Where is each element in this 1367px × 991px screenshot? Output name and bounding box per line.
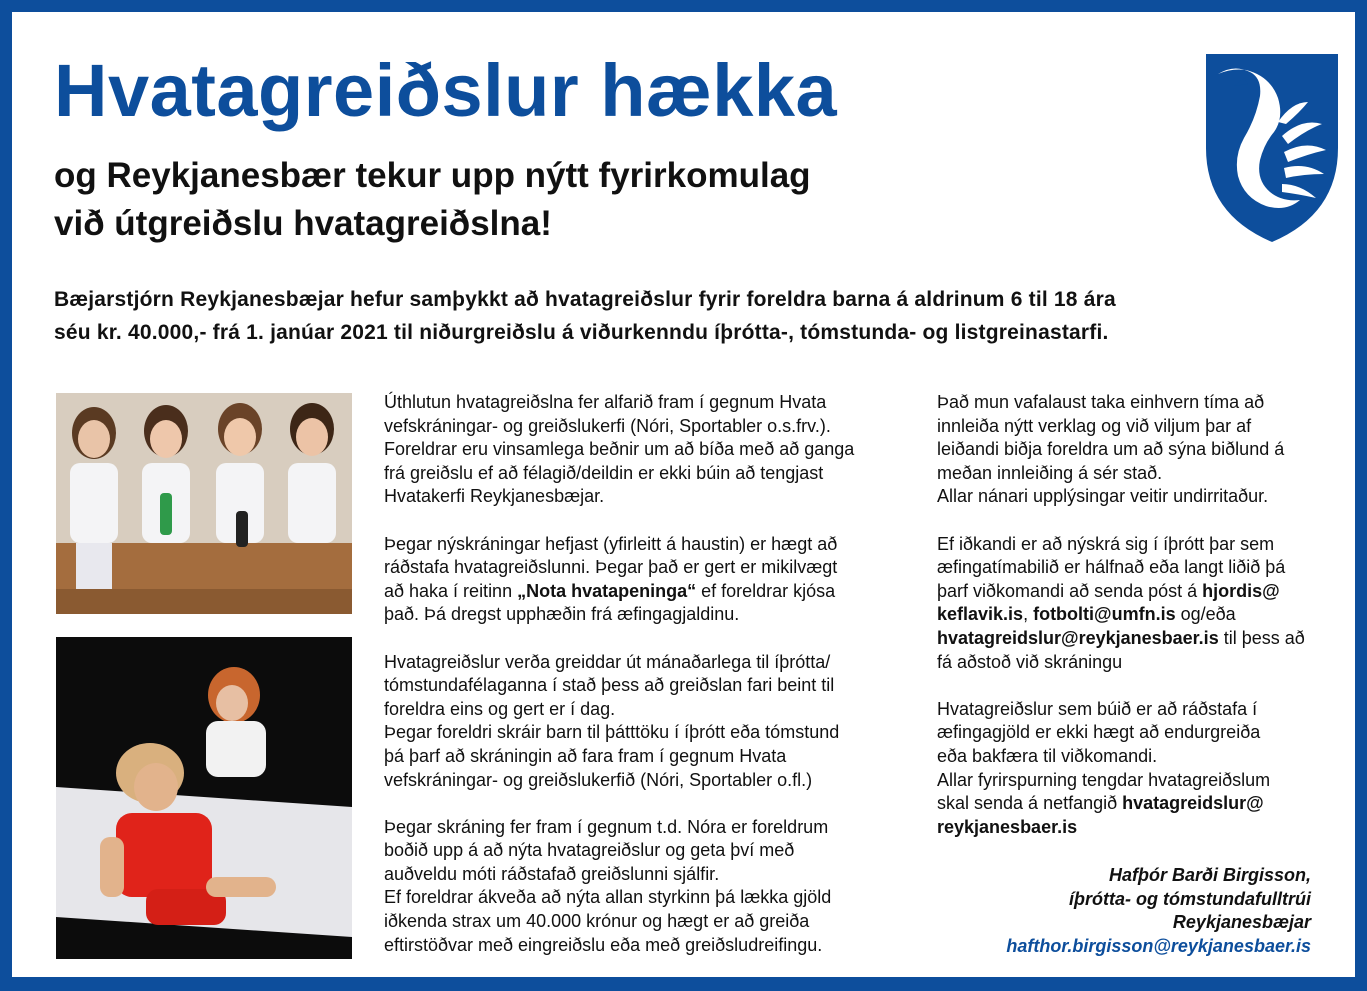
intro-paragraph (54, 283, 1339, 349)
text-line: Ef iðkandi er að nýskrá sig í íþrótt þar sem (937, 533, 1275, 554)
text-line: æfingagjöld er ekki hægt að endurgreiða (937, 722, 1261, 743)
middle-paragraph-3 (384, 651, 854, 793)
text-separator: , (1023, 604, 1034, 625)
reykjanesbaer-crest-icon (1204, 52, 1340, 244)
page-title: Hvatagreiðslur hækka (54, 49, 838, 132)
email-hjordis: hjordis@ (1202, 580, 1280, 601)
text-line: Hvatagreiðslur sem búið er að ráðstafa í (937, 698, 1258, 719)
text-line: innleiða nýtt verklag og við viljum þar af (937, 415, 1252, 436)
email-hvatagreidslur: hvatagreidslur@reykjanesbaer.is (937, 627, 1219, 648)
text-line: Þegar skráning fer fram í gegnum t.d. Nóra er foreldrum (384, 816, 829, 837)
basketball-girls-photo (56, 393, 352, 614)
subtitle-line-1: og Reykjanesbær tekur upp nýtt fyrirkomulag (54, 156, 811, 195)
text-line: Þegar nýskráningar hefjast (yfirleitt á haustin) er hægt að (384, 533, 838, 554)
middle-paragraph-4 (384, 816, 854, 958)
text-line: æfingatímabilið er hálfnað eða langt liðið þá (937, 557, 1286, 578)
text-line: auðveldu móti ráðstafað greiðslunni sjálfir. (384, 863, 720, 884)
text-line: tómstundafélaganna í stað þess að greiðslan fari beint til (384, 675, 835, 696)
text-line: þarf viðkomandi að senda póst á (937, 580, 1203, 601)
text-line: vefskráningar- og greiðslukerfið (Nóri, Sportabler o.fl.) (384, 769, 813, 790)
text-line: foreldra eins og gert er í dag. (384, 698, 616, 719)
text-line: leiðandi biðja foreldra um að sýna biðlund á (937, 439, 1285, 460)
signature-email-link[interactable]: hafthor.birgisson@reykjanesbaer.is (1006, 935, 1311, 956)
text-line: boðið upp á að nýta hvatagreiðslur og geta því með (384, 840, 795, 861)
text-line: og/eða (1175, 604, 1236, 625)
text-line: Þegar foreldri skráir barn til þátttöku í íþrótt eða tómstund (384, 722, 840, 743)
signature-block (1006, 864, 1311, 958)
text-line: það. Þá dregst upphæðin frá æfingagjaldinu. (384, 604, 740, 625)
text-column-middle (384, 391, 854, 981)
text-line: Ef foreldrar ákveða að nýta allan styrkinn þá lækka gjöld (384, 887, 832, 908)
text-line: eða bakfæra til viðkomandi. (937, 745, 1158, 766)
text-line: Hvatagreiðslur verða greiddar út mánaðarlega til íþrótta/ (384, 651, 831, 672)
right-paragraph-2 (937, 533, 1305, 675)
text-line: til þess að (1218, 627, 1305, 648)
email-hvatagreidslur-2-domain: reykjanesbaer.is (937, 816, 1078, 837)
signature-role: íþrótta- og tómstundafulltrúi (1069, 888, 1311, 909)
subtitle-line-2: við útgreiðslu hvatagreiðslna! (54, 204, 552, 244)
text-line: eftirstöðvar með eingreiðslu eða með greiðsludreifingu. (384, 934, 823, 955)
text-line: meðan innleiðing á sér stað. (937, 462, 1163, 483)
intro-line-1: Bæjarstjórn Reykjanesbæjar hefur samþykkt að hvatagreiðslur fyrir foreldra barna á aldrinum 6 til 18 ára (54, 288, 1116, 311)
text-line: ráðstafa hvatagreiðslunni. Þegar það er gert er mikilvægt (384, 557, 838, 578)
page-subtitle (54, 152, 811, 249)
text-line: Það mun vafalaust taka einhvern tíma að (937, 392, 1265, 412)
text-line: Allar nánari upplýsingar veitir undirritaður. (937, 486, 1269, 507)
checkbox-label-bold: „Nota hvatapeninga“ (517, 580, 697, 601)
text-line: frá greiðslu ef að félagið/deildin er ekki búin að tengjast (384, 462, 824, 483)
email-hjordis-domain: keflavik.is (937, 604, 1024, 625)
middle-paragraph-2 (384, 533, 854, 627)
signature-name: Hafþór Barði Birgisson, (1108, 865, 1311, 885)
right-paragraph-1 (937, 391, 1305, 509)
text-line: iðkenda strax um 40.000 krónur og hægt er að greiða (384, 911, 810, 932)
text-line: vefskráningar- og greiðslukerfi (Nóri, Sportabler o.s.frv.). (384, 415, 831, 436)
text-line: skal senda á netfangið (937, 793, 1123, 814)
intro-line-2: séu kr. 40.000,- frá 1. janúar 2021 til niðurgreiðslu á viðurkenndu íþrótta-, tómstunda- og listgreinastarfi. (54, 321, 1109, 345)
dance-kids-photo (56, 637, 352, 959)
text-line: Allar fyrirspurning tengdar hvatagreiðslum (937, 769, 1271, 790)
email-hvatagreidslur-2: hvatagreidslur@ (1122, 793, 1264, 814)
email-fotbolti: fotbolti@umfn.is (1033, 604, 1176, 625)
text-line: ef foreldrar kjósa (696, 580, 836, 601)
text-line: Úthlutun hvatagreiðslna fer alfarið fram í gegnum Hvata (384, 392, 827, 412)
text-line: Hvatakerfi Reykjanesbæjar. (384, 486, 605, 507)
text-column-right (937, 391, 1305, 863)
signature-org: Reykjanesbæjar (1172, 912, 1311, 933)
middle-paragraph-1 (384, 391, 854, 509)
right-paragraph-3 (937, 698, 1305, 840)
text-line: Foreldrar eru vinsamlega beðnir um að bíða með að ganga (384, 439, 855, 460)
text-line: að haka í reitinn (384, 580, 518, 601)
text-line: þá þarf að skráningin að fara fram í gegnum Hvata (384, 745, 787, 766)
text-line: fá aðstoð við skráningu (937, 651, 1123, 672)
